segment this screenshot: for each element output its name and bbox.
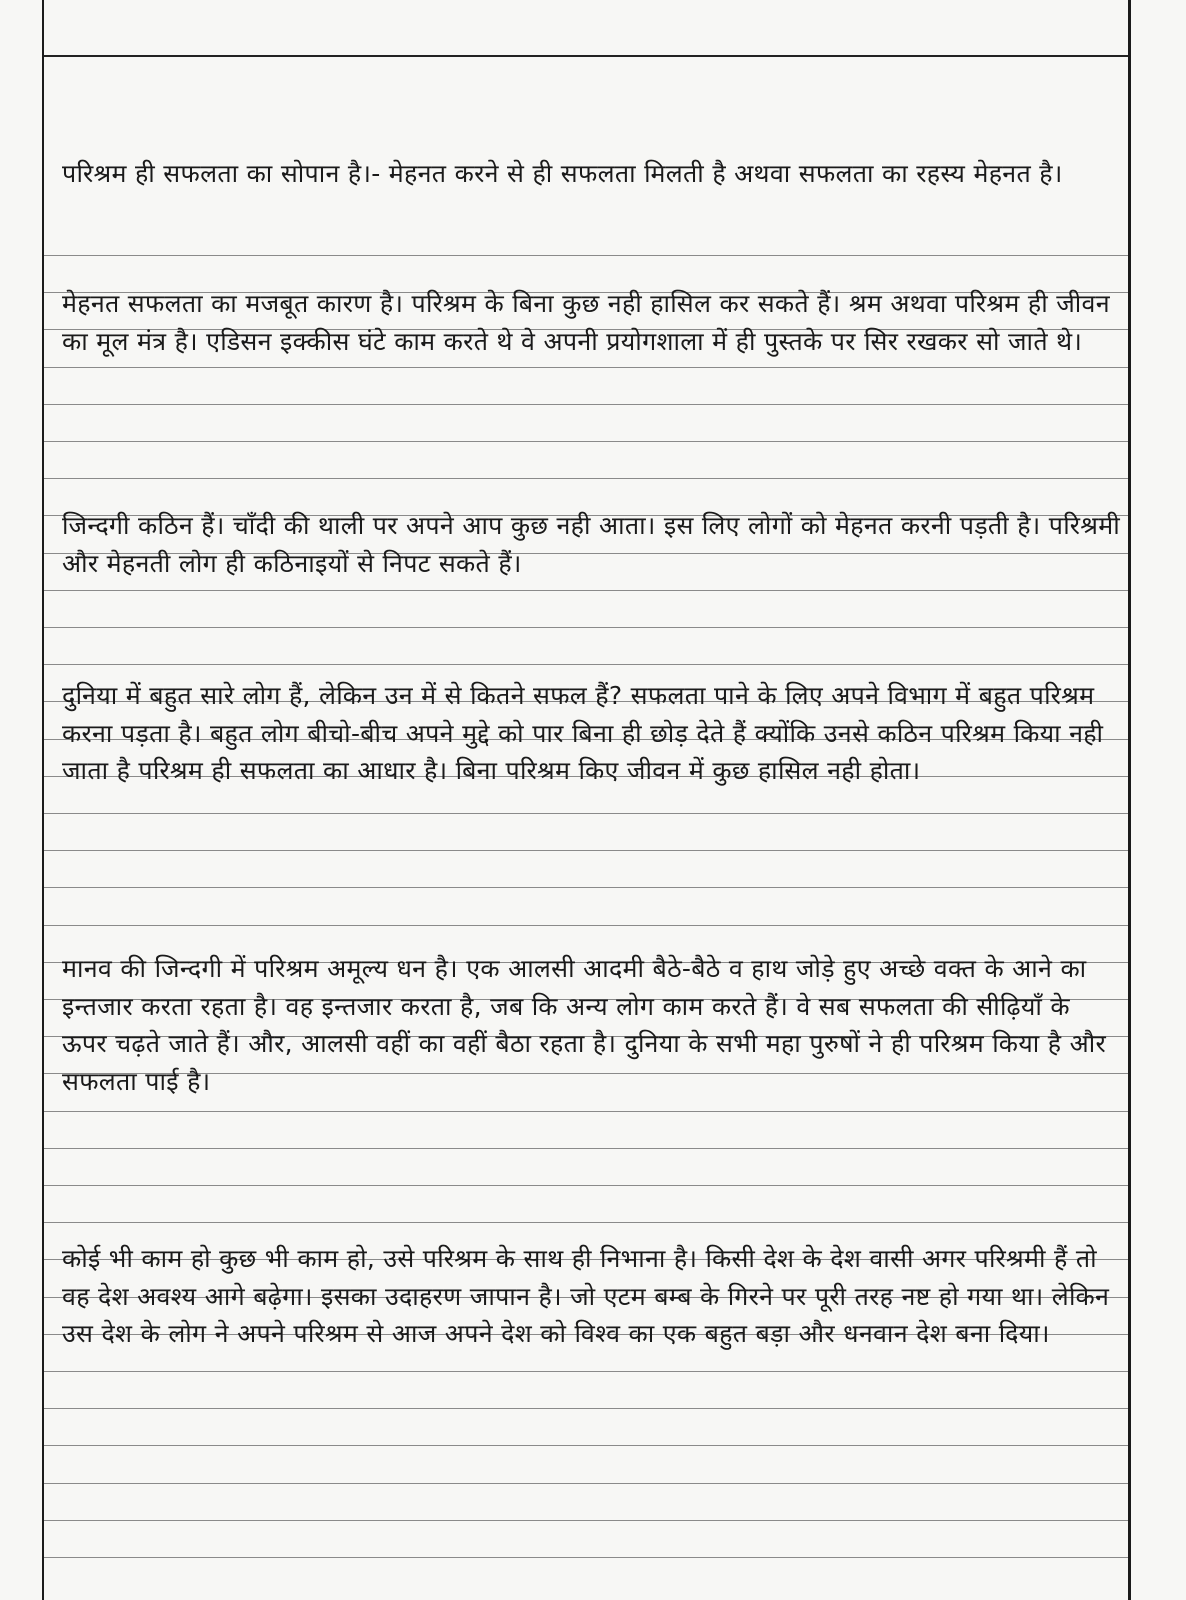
ruled-line: [44, 664, 1128, 665]
ruled-line: [44, 1557, 1128, 1558]
ruled-line: [44, 850, 1128, 851]
ruled-line: [44, 367, 1128, 368]
ruled-line: [44, 255, 1128, 256]
ruled-line: [44, 627, 1128, 628]
paragraph-5: मानव की जिन्दगी में परिश्रम अमूल्य धन है। एक आलसी आदमी बैठे-बैठे व हाथ जोड़े हुए अच्छे वक्त के आने का इन्तजार करता रहता है। वह इन्तजार करता है, जब कि अन्य लोग काम करते हैं। वे सब सफलता की सीढ़ियाँ के ऊपर चढ़ते जाते हैं। और, आलसी वहीं का वहीं बैठा रहता है। दुनिया के सभी महा पुरुषों ने ही परिश्रम किया है और सफलता पाई है।: [62, 954, 1106, 1096]
ruled-line: [44, 441, 1128, 442]
ruled-line: [44, 1111, 1128, 1112]
right-margin-line: [1128, 0, 1131, 1600]
paragraph-2: मेहनत सफलता का मजबूत कारण है। परिश्रम के बिना कुछ नही हासिल कर सकते हैं। श्रम अथवा परिश्रम ही जीवन का मूल मंत्र है। एडिसन इक्कीस घंटे काम करते थे वे अपनी प्रयोगशाला में ही पुस्तके पर सिर रखकर सो जाते थे।: [62, 289, 1110, 356]
ruled-line: [44, 1520, 1128, 1521]
ruled-line: [44, 478, 1128, 479]
ruled-line: [44, 1445, 1128, 1446]
paragraph-3: जिन्दगी कठिन हैं। चाँदी की थाली पर अपने आप कुछ नही आता। इस लिए लोगों को मेहनत करनी पड़ती है। परिश्रमी और मेहनती लोग ही कठिनाइयों से निपट सकते हैं।: [62, 511, 1121, 578]
ruled-line: [44, 1148, 1128, 1149]
ruled-line: [44, 1408, 1128, 1409]
paragraph-6: कोई भी काम हो कुछ भी काम हो, उसे परिश्रम के साथ ही निभाना है। किसी देश के देश वासी अगर परिश्रमी हैं तो वह देश अवश्य आगे बढ़ेगा। इसका उदाहरण जापान है। जो एटम बम्ब के गिरने पर पूरी तरह नष्ट हो गया था। लेकिन उस देश के लोग ने अपने परिश्रम से आज अपने देश को विश्व का एक बहुत बड़ा और धनवान देश बना दिया।: [62, 1244, 1110, 1348]
paragraph-1: परिश्रम ही सफलता का सोपान है।- मेहनत करने से ही सफलता मिलती है अथवा सफलता का रहस्य मेहनत है।: [62, 159, 1063, 188]
ruled-line: [44, 1371, 1128, 1372]
paragraph-4: दुनिया में बहुत सारे लोग हैं, लेकिन उन में से कितने सफल हैं? सफलता पाने के लिए अपने विभाग में बहुत परिश्रम करना पड़ता है। बहुत लोग बीचो-बीच अपने मुद्दे को पार बिना ही छोड़ देते हैं क्योंकि उनसे कठिन परिश्रम किया नही जाता है परिश्रम ही सफलता का आधार है। बिना परिश्रम किए जीवन में कुछ हासिल नही होता।: [62, 681, 1104, 785]
ruled-line: [44, 813, 1128, 814]
ruled-line: [44, 1483, 1128, 1484]
left-margin-line: [42, 0, 44, 1600]
ruled-line: [44, 1222, 1128, 1223]
ruled-line: [44, 590, 1128, 591]
ruled-line: [44, 887, 1128, 888]
ruled-lines: [44, 0, 1128, 1600]
ruled-line: [44, 404, 1128, 405]
ruled-line: [44, 1185, 1128, 1186]
ruled-line: [44, 925, 1128, 926]
